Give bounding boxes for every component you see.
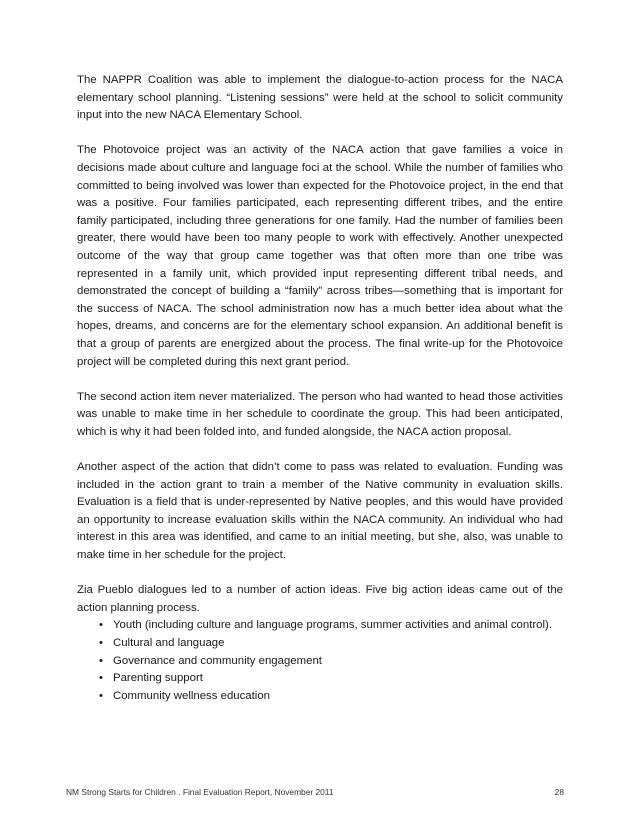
bullet-icon: • [99, 637, 103, 649]
body-text [77, 72, 563, 705]
list-item [77, 617, 563, 635]
paragraph-second-action-item: The second action item never materialized. The person who had wanted to head those activities was unable to make time in her schedule to coordinate the group. This had been anticipated, which is why it had been folded into, and funded alongside, the NACA action proposal. [77, 390, 563, 438]
list-item-text: Cultural and language [113, 637, 225, 649]
paragraph-zia-pueblo: Zia Pueblo dialogues led to a number of action ideas. Five big action ideas came out of the action planning process. [77, 584, 563, 614]
bullet-icon: • [99, 619, 103, 632]
action-ideas-list [77, 617, 563, 705]
bullet-icon: • [99, 654, 103, 667]
paragraph-evaluation: Another aspect of the action that didn’t come to pass was related to evaluation. Funding was included in the action grant to train a member of the Native community in evaluation skills. Evaluation is a field that is under-represented by Native peoples, and this would have provided an opportunity to increase evaluation skills within the NACA community. An individual who had interest in this area was identified, and came to an initial meeting, but she, also, was unable to make time in her schedule for the project. [77, 461, 563, 562]
list-item [77, 670, 563, 688]
paragraph-photovoice: The Photovoice project was an activity of the NACA action that gave families a voice in decisions made about culture and language foci at the school. While the number of families who committed to being involved was lower than expected for the Photovoice project, in the end that was a positive. Four families participated, each representing different tribes, and the entire family participated, including three generations for one family. Had the number of families been greater, there would have been too many people to work with effectively. Another unexpected outcome of the way that group came together was that often more than one tribe was represented in a family unit, which provided input representing different tribal needs, and demonstrated the concept of building a “family” across tribes—something that is important for the success of NACA. The school administration now has a much better idea about what the hopes, dreams, and concerns are for the elementary school expansion. An additional benefit is that a group of parents are energized about the process. The final write-up for the Photovoice project will be completed during this next grant period. [77, 144, 563, 368]
list-item-text: Youth (including culture and language programs, summer activities and animal control). [113, 619, 552, 632]
footer-report-title: NM Strong Starts for Children . Final Evaluation Report, November 2011 [66, 787, 334, 797]
bullet-icon: • [99, 672, 103, 685]
list-item [77, 653, 563, 671]
list-item-text: Parenting support [113, 672, 203, 685]
page-footer [66, 787, 564, 797]
page-number: 28 [554, 787, 564, 797]
list-item [77, 635, 563, 653]
bullet-icon: • [99, 689, 103, 702]
list-item [77, 688, 563, 706]
paragraph-nappr-coalition: The NAPPR Coalition was able to implement the dialogue-to-action process for the NACA elementary school planning. “Listening sessions” were held at the school to solicit community input into the new NACA Elementary School. [77, 74, 563, 122]
list-item-text: Community wellness education [113, 689, 271, 702]
list-item-text: Governance and community engagement [113, 654, 322, 667]
